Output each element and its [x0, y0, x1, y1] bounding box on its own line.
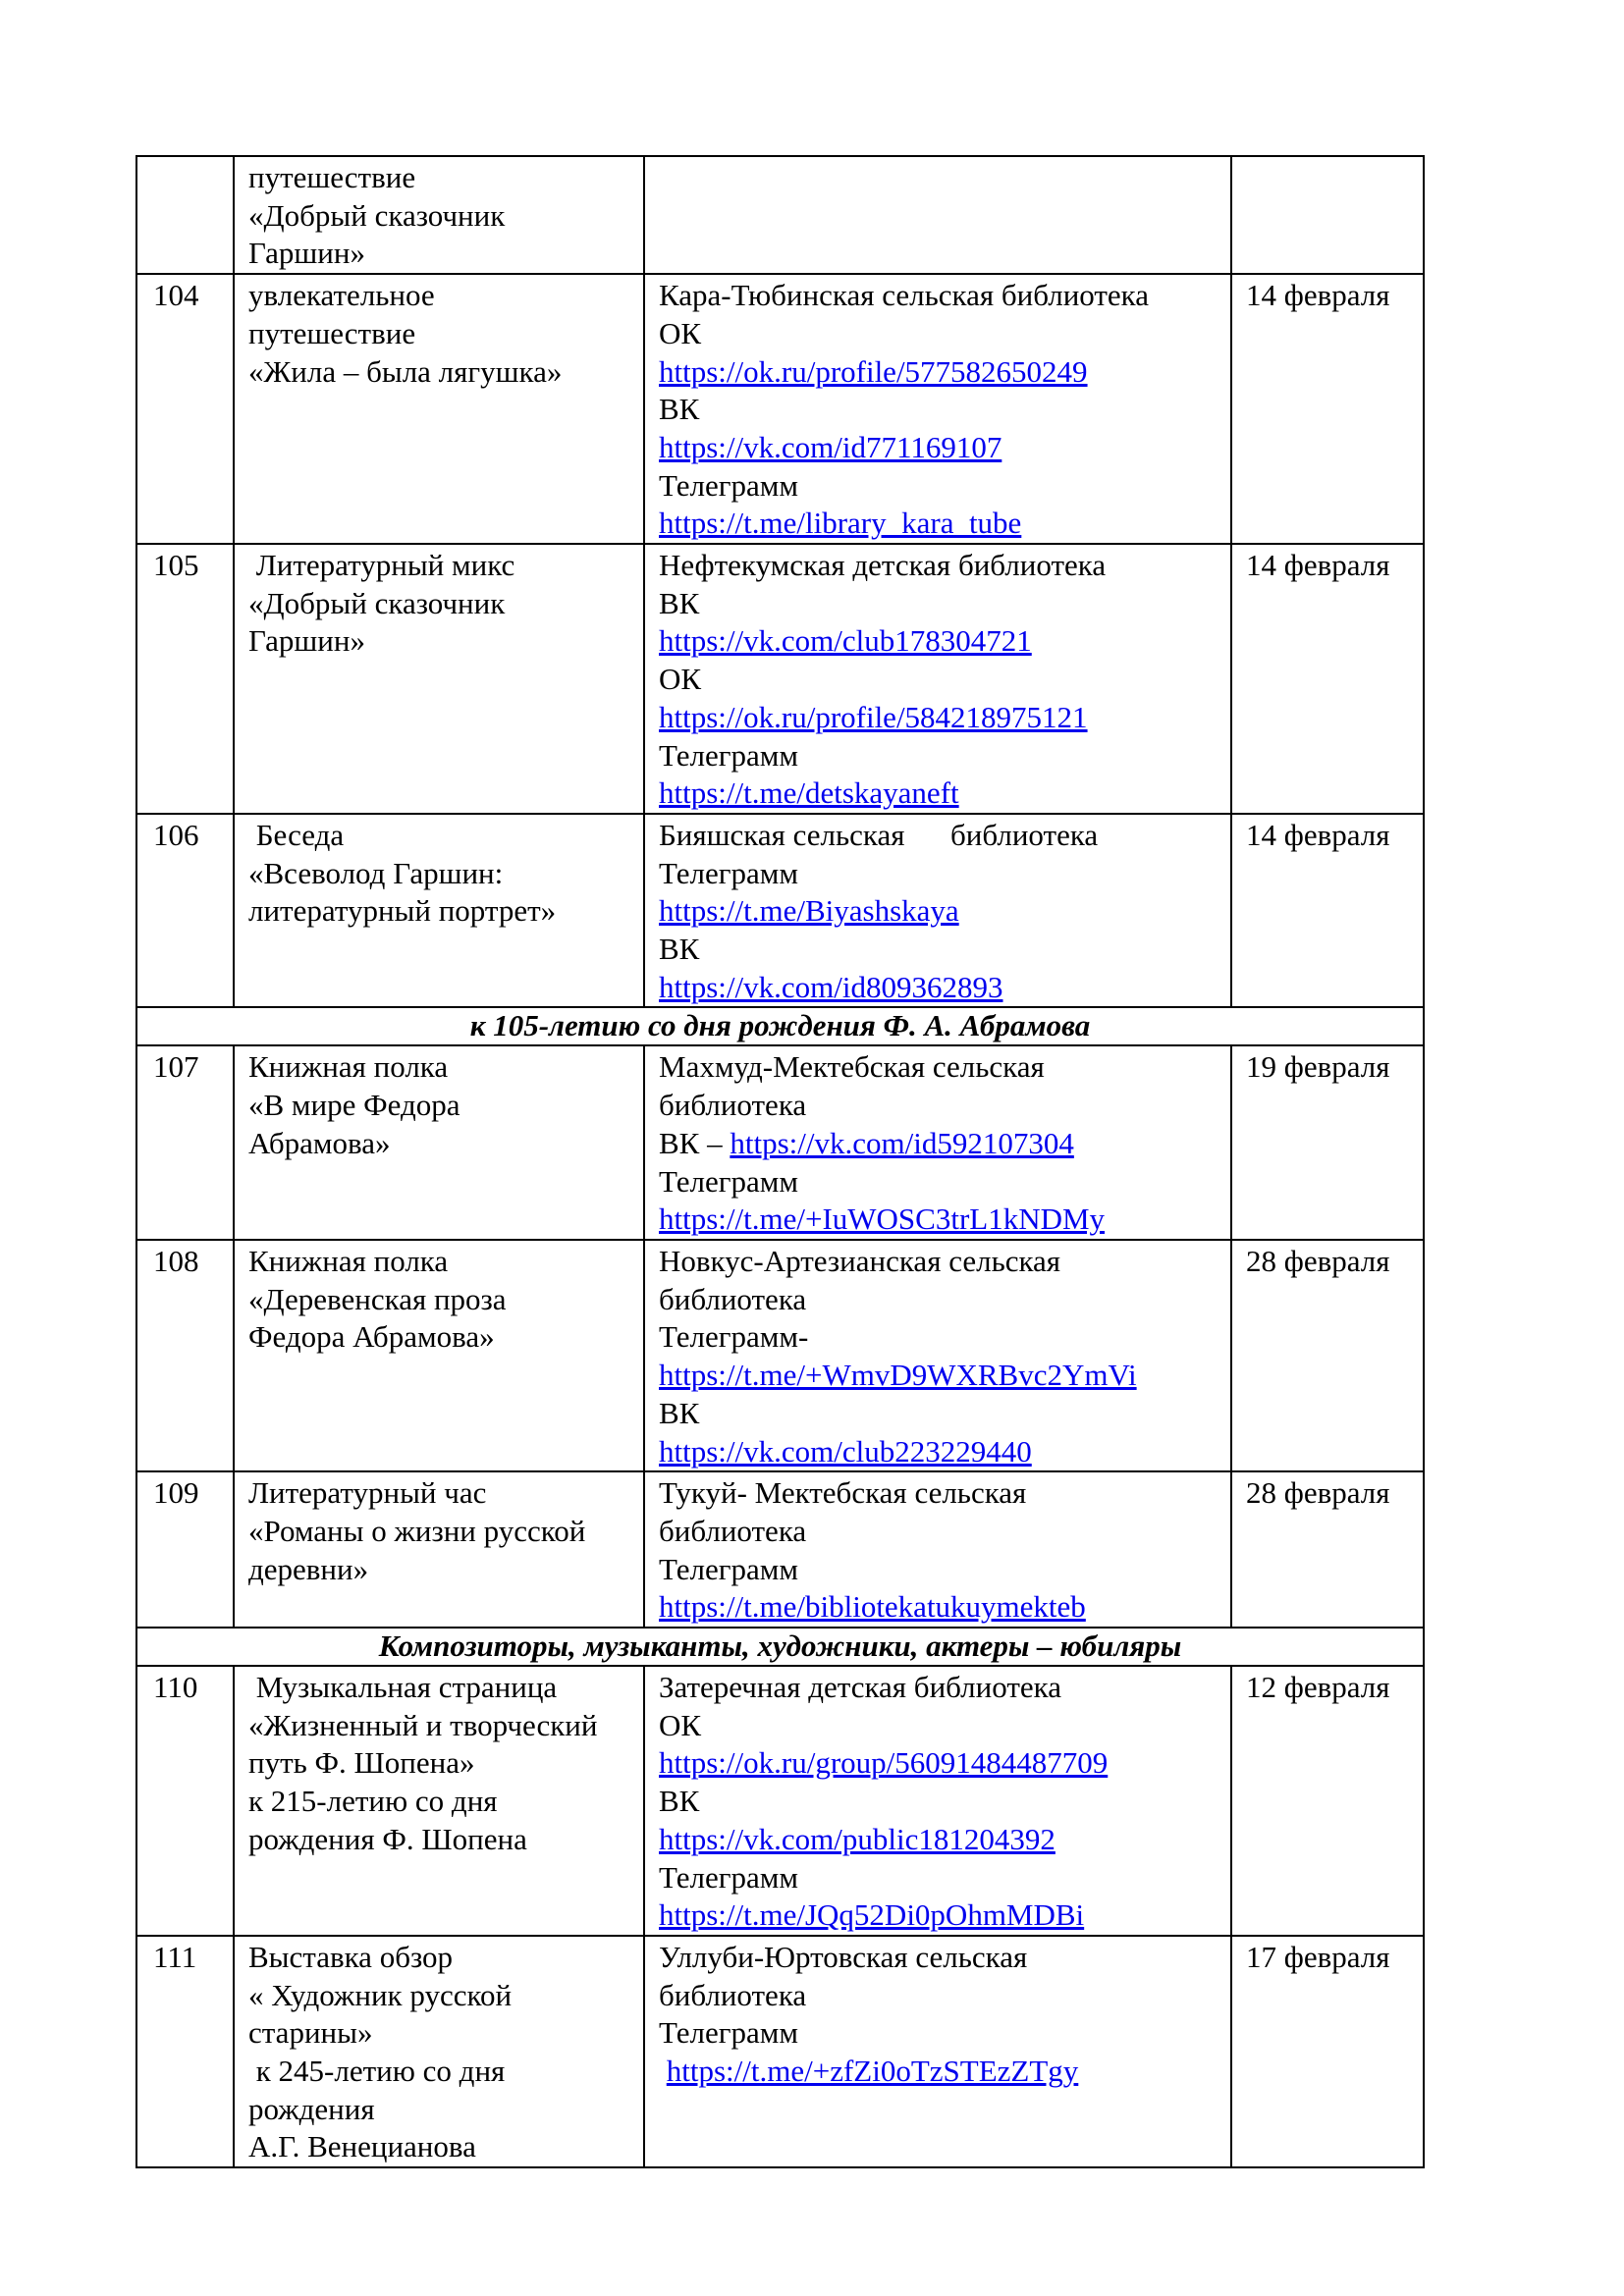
event-title-line: «Деревенская проза — [248, 1281, 507, 1316]
link-line — [659, 429, 1218, 467]
table-row — [136, 1471, 1424, 1628]
event-title-line: Литературный час — [248, 1475, 487, 1511]
social-link[interactable]: https://t.me/+zfZi0oTzSTEzZTgy — [666, 2054, 1079, 2089]
event-date: 14 февраля — [1231, 274, 1424, 544]
event-title-line: старины» — [248, 2015, 373, 2051]
link-line — [659, 1588, 1218, 1627]
section-header-row — [136, 1007, 1424, 1045]
row-number: 107 — [136, 1045, 234, 1240]
library-info-line: Телеграмм — [659, 2015, 798, 2051]
section-header-row — [136, 1628, 1424, 1666]
social-link[interactable]: https://vk.com/id771169107 — [659, 429, 1002, 464]
event-title-line: Федора Абрамова» — [248, 1319, 495, 1355]
link-line — [659, 1896, 1218, 1935]
library-info-line: ВК — [659, 1395, 700, 1430]
event-date: 14 февраля — [1231, 544, 1424, 814]
library-info-line: библиотека — [659, 1977, 807, 2012]
social-link[interactable]: https://t.me/library_kara_tube — [659, 506, 1022, 541]
event-title-line: «Романы о жизни русской — [248, 1513, 586, 1548]
event-title-cell — [234, 1240, 644, 1471]
library-links-cell — [644, 156, 1231, 274]
event-date: 17 февраля — [1231, 1936, 1424, 2167]
event-title-line: Книжная полка — [248, 1243, 449, 1278]
events-table-body — [136, 156, 1424, 2167]
social-link[interactable]: https://t.me/JQq52Di0pOhmMDBi — [659, 1897, 1085, 1933]
social-link[interactable]: https://t.me/Biyashskaya — [659, 893, 959, 929]
event-title-line: к 215-летию со дня — [248, 1784, 498, 1819]
library-info-line: ВК — [659, 932, 700, 967]
library-info-line: Телеграмм — [659, 1163, 798, 1199]
library-info-line: библиотека — [659, 1513, 807, 1548]
row-number: 109 — [136, 1471, 234, 1628]
event-title-cell — [234, 156, 644, 274]
library-info-line: Новкус-Артезианская сельская — [659, 1243, 1061, 1278]
table-row — [136, 1045, 1424, 1240]
event-title-line: Музыкальная страница — [248, 1670, 558, 1705]
library-info-line: Тукуй- Мектебская сельская — [659, 1475, 1027, 1511]
library-info-line: Телеграмм — [659, 1551, 798, 1586]
social-link[interactable]: https://ok.ru/group/56091484487709 — [659, 1745, 1109, 1781]
social-link[interactable]: https://t.me/+WmvD9WXRBvc2YmVi — [659, 1358, 1137, 1393]
table-row — [136, 156, 1424, 274]
section-title: к 105-летию со дня рождения Ф. А. Абрамова — [136, 1007, 1424, 1045]
library-info-line: ОК — [659, 662, 702, 697]
library-links-cell — [644, 1240, 1231, 1471]
event-title-line: литературный портрет» — [248, 893, 557, 929]
link-line — [659, 774, 1218, 813]
link-line — [659, 969, 1218, 1007]
event-title-line: Выставка обзор — [248, 1939, 454, 1974]
link-line — [659, 1744, 1218, 1783]
row-number: 110 — [136, 1666, 234, 1936]
library-info-line: ОК — [659, 1707, 702, 1742]
link-line — [659, 1201, 1218, 1239]
library-info-line: ОК — [659, 315, 702, 350]
event-title-line: «Жизненный и творческий — [248, 1707, 598, 1742]
library-links-cell — [644, 814, 1231, 1008]
social-link[interactable]: https://t.me/detskayaneft — [659, 775, 959, 811]
link-line — [659, 699, 1218, 737]
library-info-line: библиотека — [659, 1088, 807, 1123]
library-info-line: ВК — [659, 392, 700, 427]
events-table — [135, 155, 1425, 2168]
table-row — [136, 274, 1424, 544]
event-date: 14 февраля — [1231, 814, 1424, 1008]
library-info-line: Телеграмм- — [659, 1319, 809, 1355]
link-line — [659, 1821, 1218, 1859]
library-info-line: ВК — [659, 1784, 700, 1819]
row-number: 111 — [136, 1936, 234, 2167]
library-info-line: Телеграмм — [659, 1859, 798, 1895]
link-prefix: ВК – — [659, 1125, 731, 1160]
event-title-line: Литературный микс — [248, 548, 515, 583]
table-row — [136, 544, 1424, 814]
event-title-cell — [234, 544, 644, 814]
link-line — [659, 2053, 1218, 2091]
event-title-line: деревни» — [248, 1551, 369, 1586]
social-link[interactable]: https://t.me/+IuWOSC3trL1kNDMy — [659, 1201, 1106, 1237]
row-number — [136, 156, 234, 274]
event-title-line: « Художник русской — [248, 1977, 513, 2012]
event-title-line: «В мире Федора — [248, 1088, 460, 1123]
library-links-cell — [644, 1936, 1231, 2167]
social-link[interactable]: https://vk.com/public181204392 — [659, 1821, 1056, 1856]
event-title-cell — [234, 1666, 644, 1936]
link-line — [659, 1433, 1218, 1471]
event-date — [1231, 156, 1424, 274]
library-links-cell — [644, 544, 1231, 814]
social-link[interactable]: https://t.me/bibliotekatukuymekteb — [659, 1589, 1086, 1625]
event-title-line: «Жила – была лягушка» — [248, 353, 563, 389]
link-line — [659, 1357, 1218, 1395]
library-info-line: ВК — [659, 585, 700, 620]
library-links-cell — [644, 1471, 1231, 1628]
library-info-line: Телеграмм — [659, 467, 798, 503]
social-link[interactable]: https://ok.ru/profile/584218975121 — [659, 699, 1088, 734]
library-info-line: Телеграмм — [659, 855, 798, 890]
table-row — [136, 1666, 1424, 1936]
library-info-line: Уллуби-Юртовская сельская — [659, 1939, 1028, 1974]
event-title-line: рождения Ф. Шопена — [248, 1821, 527, 1856]
event-title-line: рождения — [248, 2091, 375, 2126]
row-number: 105 — [136, 544, 234, 814]
event-title-line: Абрамова» — [248, 1125, 391, 1160]
event-title-line: к 245-летию со дня — [248, 2054, 506, 2089]
library-info-line: Затеречная детская библиотека — [659, 1670, 1061, 1705]
table-row — [136, 1936, 1424, 2167]
row-number: 104 — [136, 274, 234, 544]
event-title-line: путешествие — [248, 315, 416, 350]
social-link[interactable]: https://vk.com/club178304721 — [659, 623, 1032, 659]
event-title-line: увлекательное — [248, 278, 435, 313]
event-date: 19 февраля — [1231, 1045, 1424, 1240]
event-title-cell — [234, 1045, 644, 1240]
row-number: 106 — [136, 814, 234, 1008]
social-link[interactable]: https://ok.ru/profile/577582650249 — [659, 353, 1088, 389]
table-row — [136, 1240, 1424, 1471]
library-links-cell — [644, 1045, 1231, 1240]
event-title-line: Книжная полка — [248, 1049, 449, 1085]
library-info-line: Телеграмм — [659, 737, 798, 773]
event-title-line: А.Г. Венецианова — [248, 2129, 476, 2164]
event-date: 12 февраля — [1231, 1666, 1424, 1936]
event-title-line: Беседа — [248, 817, 345, 852]
event-title-line: Гаршин» — [248, 236, 365, 271]
library-info-line: Нефтекумская детская библиотека — [659, 548, 1107, 583]
link-prefix — [659, 2054, 667, 2088]
section-title: Композиторы, музыканты, художники, актеры – юбиляры — [136, 1628, 1424, 1666]
library-info-line: библиотека — [659, 1281, 807, 1316]
library-links-cell — [644, 274, 1231, 544]
library-info-line: Кара-Тюбинская сельская библиотека — [659, 278, 1150, 313]
event-title-line: «Всеволод Гаршин: — [248, 855, 504, 890]
event-title-line: Гаршин» — [248, 623, 365, 659]
event-title-cell — [234, 1936, 644, 2167]
link-line — [659, 353, 1218, 392]
event-title-cell — [234, 1471, 644, 1628]
event-title-line: путь Ф. Шопена» — [248, 1745, 475, 1781]
library-info-line: Махмуд-Мектебская сельская — [659, 1049, 1045, 1085]
event-title-line: путешествие — [248, 160, 416, 194]
event-title-line: «Добрый сказочник — [248, 585, 506, 620]
link-line — [659, 892, 1218, 931]
event-date: 28 февраля — [1231, 1240, 1424, 1471]
social-link[interactable]: https://vk.com/club223229440 — [659, 1433, 1032, 1468]
event-title-cell — [234, 274, 644, 544]
social-link[interactable]: https://vk.com/id592107304 — [730, 1125, 1074, 1160]
library-links-cell — [644, 1666, 1231, 1936]
event-title-cell — [234, 814, 644, 1008]
social-link[interactable]: https://vk.com/id809362893 — [659, 969, 1003, 1004]
library-info-line: Бияшская сельская библиотека — [659, 817, 1099, 852]
link-line — [659, 1125, 1218, 1163]
row-number: 108 — [136, 1240, 234, 1471]
event-date: 28 февраля — [1231, 1471, 1424, 1628]
link-line — [659, 505, 1218, 543]
link-line — [659, 622, 1218, 661]
table-row — [136, 814, 1424, 1008]
event-title-line: «Добрый сказочник — [248, 197, 506, 233]
